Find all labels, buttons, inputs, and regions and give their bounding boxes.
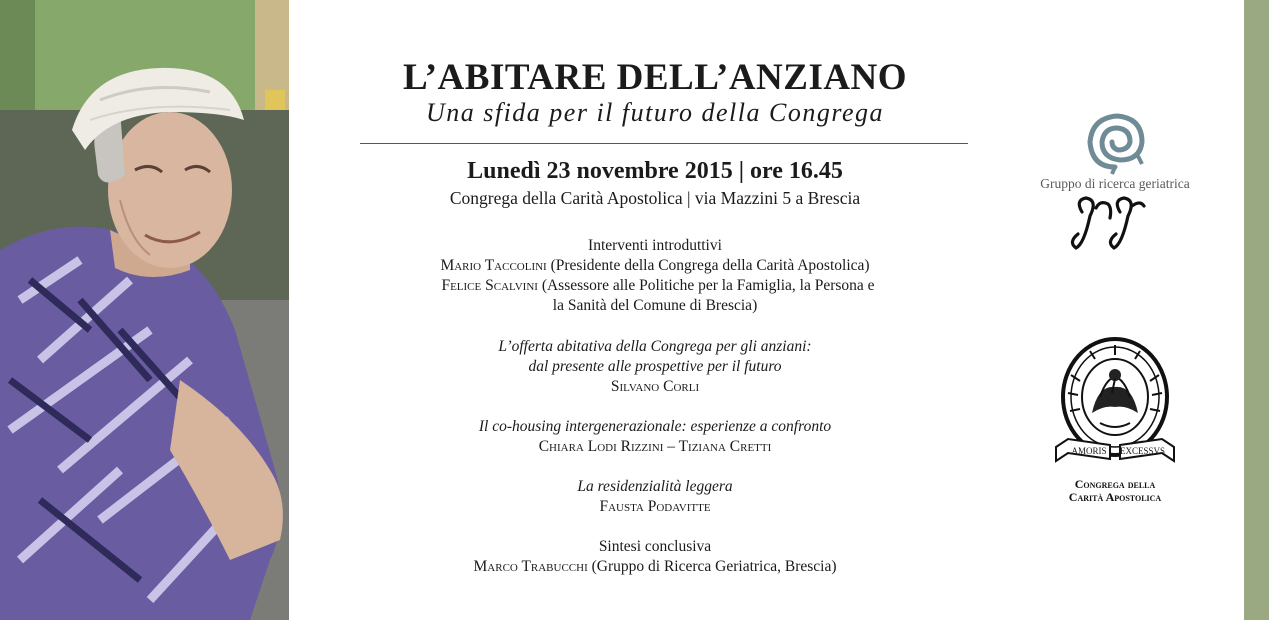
- motto-left: AMORIS: [1071, 446, 1107, 456]
- grg-logo: [1020, 112, 1210, 262]
- intro-speaker-2-role-cont: la Sanità del Comune di Brescia): [552, 297, 758, 314]
- program-intro: [345, 236, 965, 316]
- talk-title-line-1: L’offerta abitativa della Congrega per gli anziani:: [498, 338, 812, 355]
- intro-speaker-2: [345, 276, 965, 296]
- talk-speaker: Fausta Podavitte: [599, 498, 711, 515]
- closing-heading: Sintesi conclusiva: [598, 538, 712, 555]
- event-date-time: Lunedì 23 novembre 2015 | ore 16.45: [467, 158, 843, 184]
- event-subtitle: Una sfida per il futuro della Congrega: [425, 98, 885, 127]
- intro-heading: Interventi introduttivi: [588, 237, 722, 254]
- program-talk-2: [345, 417, 965, 457]
- talk-speaker: Chiara Lodi Rizzini – Tiziana Cretti: [538, 438, 772, 455]
- pelican-seal-icon: [1040, 335, 1190, 480]
- talk-title: La residenzialità leggera: [577, 478, 733, 495]
- congrega-seal-logo: [1040, 335, 1190, 515]
- talk-speaker: Silvano Corli: [610, 378, 700, 395]
- speaker-role: (Gruppo di Ricerca Geriatrica, Brescia): [587, 558, 837, 575]
- event-title: L’ABITARE DELL’ANZIANO: [402, 57, 908, 98]
- congrega-name-line-2: Carità Apostolica: [1068, 490, 1162, 504]
- grg-name: Gruppo di ricerca geriatrica: [1040, 176, 1190, 191]
- speaker-name: Marco Trabucchi: [473, 558, 588, 575]
- motto-right: EXCESSVS: [1120, 446, 1166, 456]
- speaker-role: (Assessore alle Politiche per la Famiglia, la Persona e: [537, 277, 875, 294]
- speaker-name: Mario Taccolini: [440, 257, 547, 274]
- speaker-name: Felice Scalvini: [441, 277, 538, 294]
- elderly-woman-illustration: [0, 0, 289, 620]
- talk-title: Il co-housing intergenerazionale: esperienze a confronto: [478, 418, 832, 435]
- closing-speaker: [345, 557, 965, 577]
- congrega-name-line-1: Congrega della: [1074, 477, 1156, 491]
- decorative-green-strip: [1244, 0, 1269, 620]
- congrega-name: [1040, 478, 1190, 504]
- title-divider: [360, 143, 968, 144]
- intro-speaker-1: [345, 256, 965, 276]
- program-talk-3: [345, 477, 965, 517]
- program-closing: [345, 537, 965, 577]
- speaker-role: (Presidente della Congrega della Carità Apostolica): [546, 257, 870, 274]
- elderly-woman-photo: [0, 0, 289, 620]
- talk-title-line-2: dal presente alle prospettive per il futuro: [528, 358, 782, 375]
- program-talk-1: [345, 337, 965, 397]
- event-venue: Congrega della Carità Apostolica | via Mazzini 5 a Brescia: [449, 188, 861, 208]
